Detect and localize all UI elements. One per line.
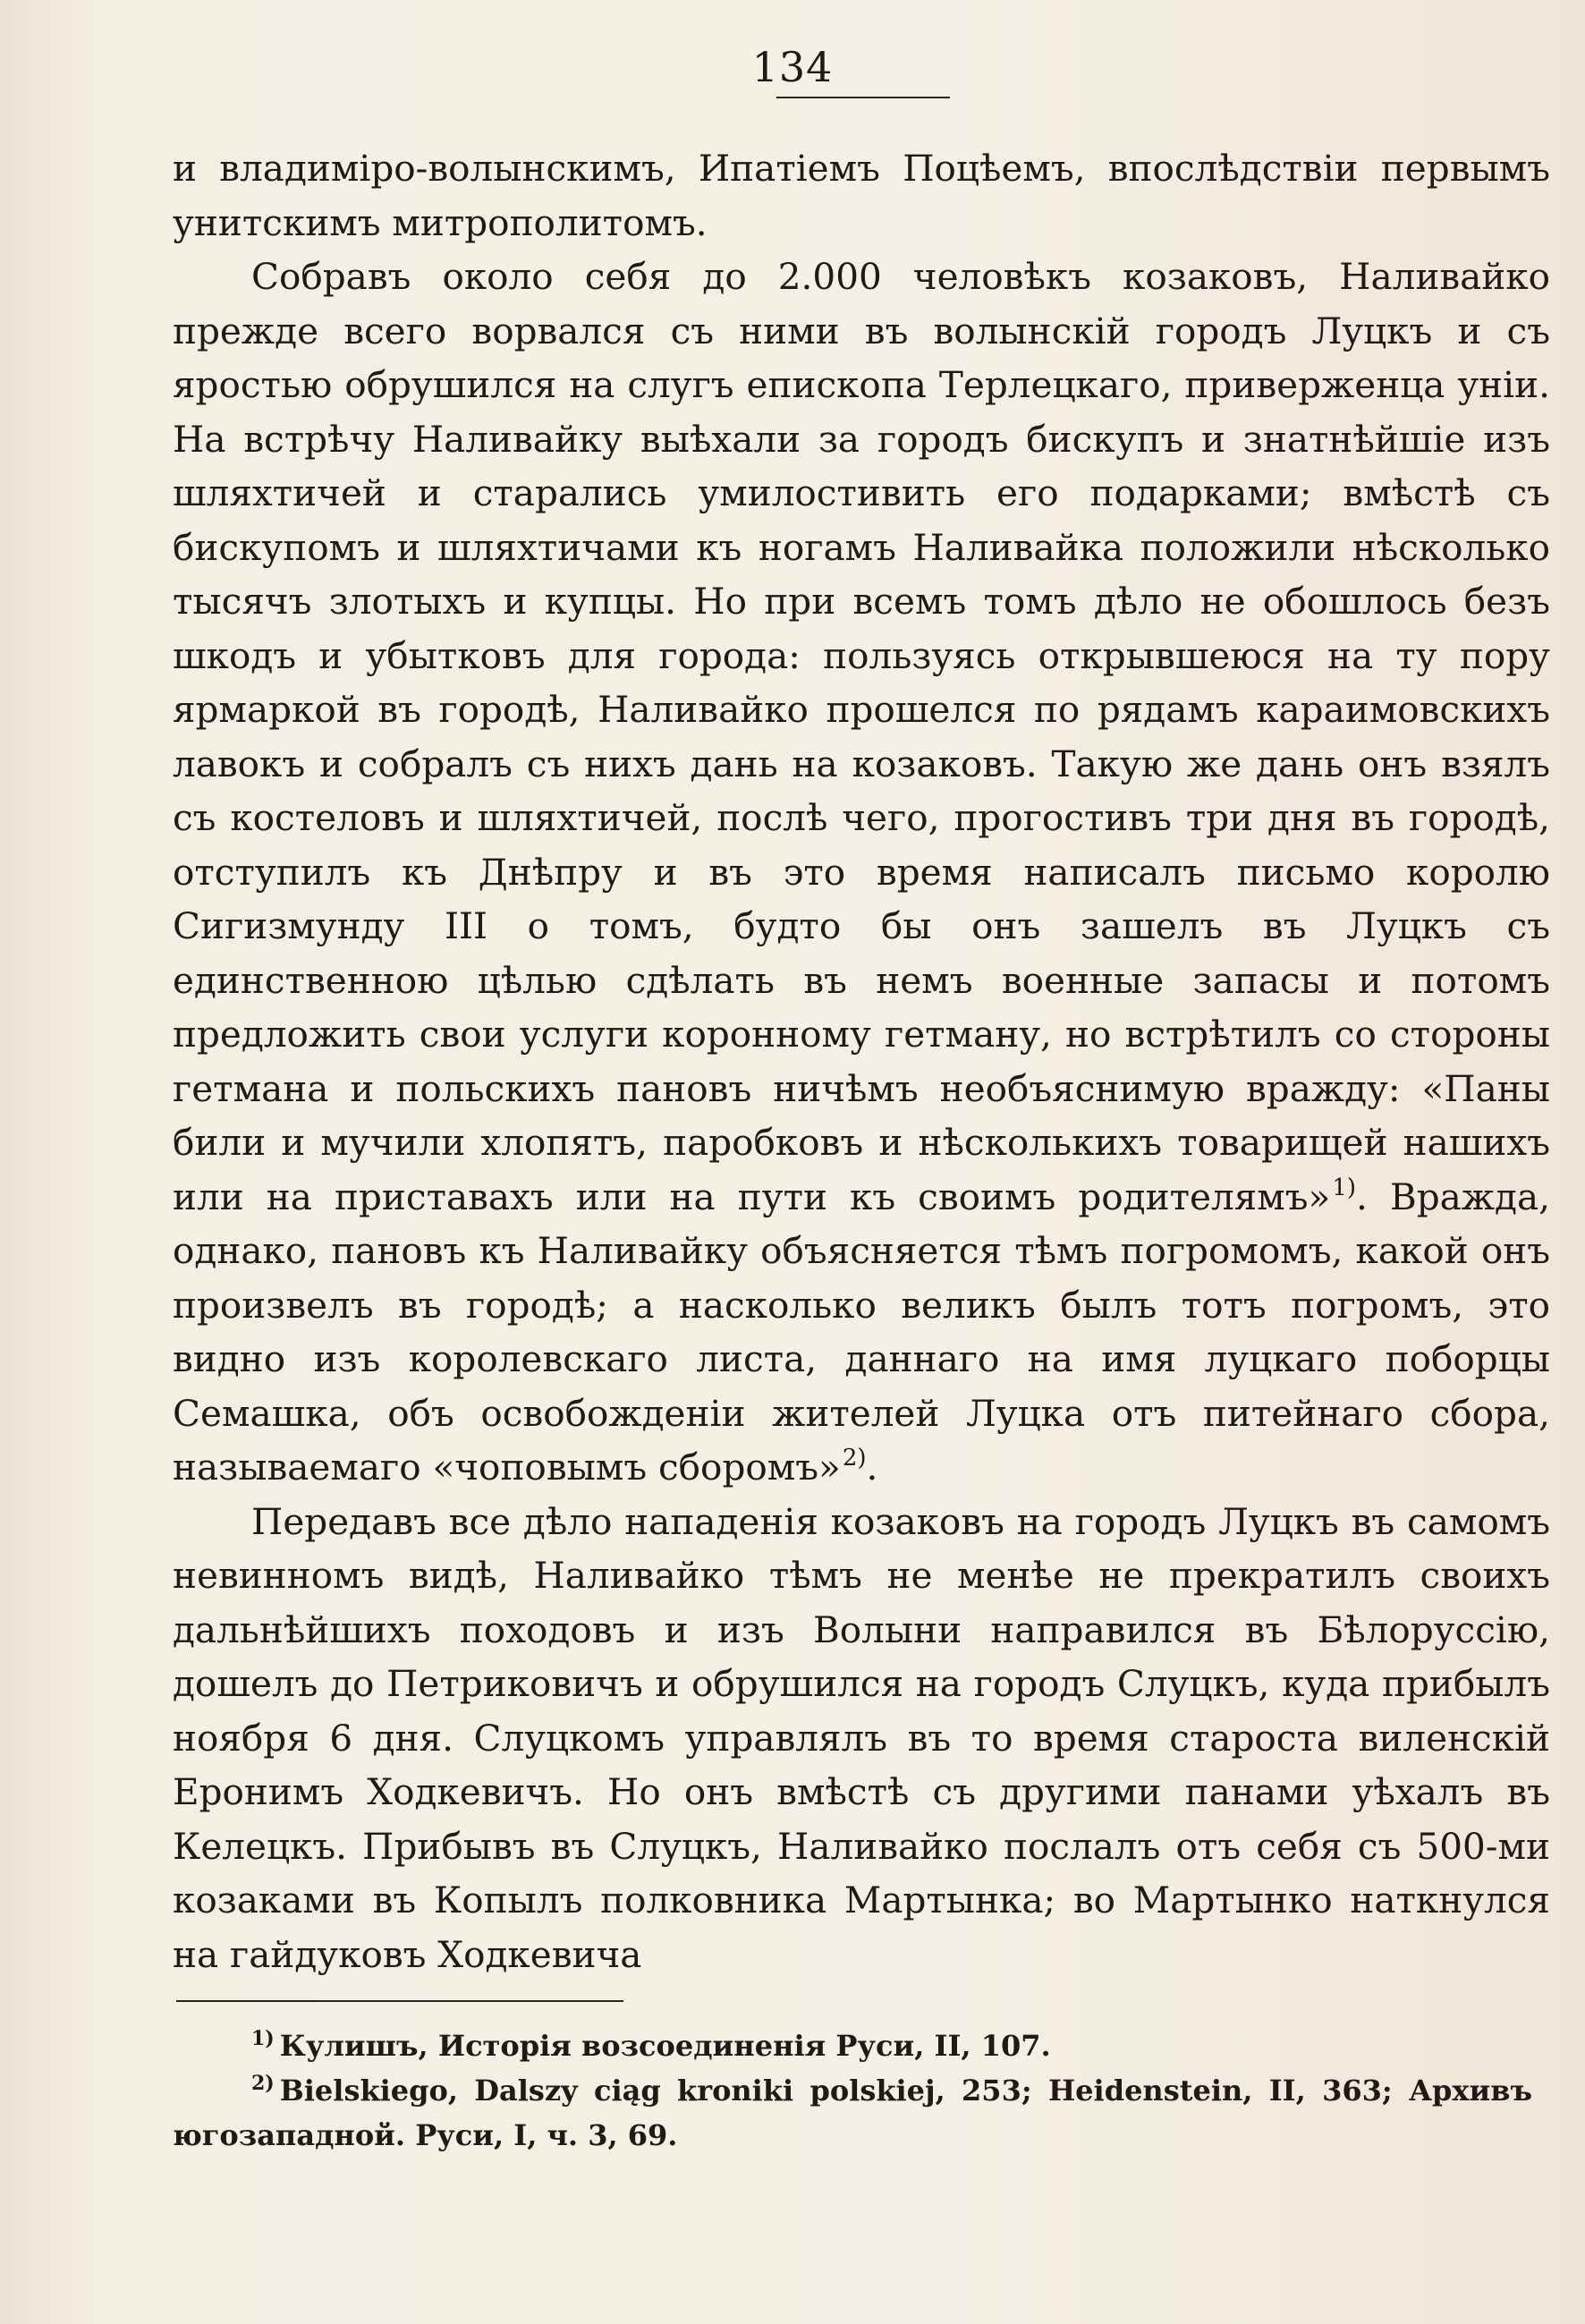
footnote-text: Кулишъ, Исторія возсоединенія Руси, II, 107. (279, 2029, 1051, 2063)
footnote (173, 2023, 1532, 2068)
paragraph-text: и владиміро-волынскимъ, Ипатіемъ Поцѣемъ, впослѣдствіи первымъ унитскимъ митрополитомъ. (173, 147, 1550, 244)
footnote-number: 1) (251, 2027, 275, 2050)
footnote-ref: 2) (842, 1445, 867, 1472)
page-number: 134 (751, 43, 834, 91)
footnote-number: 2) (251, 2072, 275, 2095)
footnote-ref: 1) (1332, 1174, 1356, 1201)
paragraph (173, 141, 1550, 250)
paragraph-text: . Вражда, однако, пановъ къ Наливайку объясняется тѣмъ погромомъ, какой онъ произвелъ въ городѣ; а насколько великъ былъ тотъ погромъ, это видно изъ королевскаго листа, даннаго на имя луцкаго поборцы Семашка, объ освобожденіи жителей Луцка отъ питейнаго сбора, называемаго «чоповымъ сборомъ» (173, 1175, 1550, 1489)
footnote (173, 2068, 1532, 2158)
paragraph-text: Собравъ около себя до 2.000 человѣкъ козаковъ, Наливайко прежде всего ворвался съ ними въ волынскій городъ Луцкъ и съ яростью обрушился на слугъ епископа Терлецкаго, приверженца уніи. На встрѣчу Наливайку выѣхали за городъ бискупъ и знатнѣйшіе изъ шляхтичей и старались умилостивить его подарками; вмѣстѣ съ бискупомъ и шляхтичами къ ногамъ Наливайка положили нѣсколько тысячъ злотыхъ и купцы. Но при всемъ томъ дѣло не обошлось безъ шкодъ и убытковъ для города: пользуясь открывшеюся на ту пору ярмаркой въ городѣ, Наливайко прошелся по рядамъ караимовскихъ лавокъ и собралъ съ нихъ дань на козаковъ. Такую же дань онъ взялъ съ костеловъ и шляхтичей, послѣ чего, прогостивъ три дня въ городѣ, отступилъ къ Днѣпру и въ это время написалъ письмо королю Сигизмунду III о томъ, будто бы онъ зашелъ въ Луцкъ съ единственною цѣлью сдѣлать въ немъ военные запасы и потомъ предложить свои услуги коронному гетману, но встрѣтилъ со стороны гетмана и польскихъ пановъ ничѣмъ необъяснимую вражду: «Паны били и мучили хлопятъ, паробковъ и нѣсколькихъ товарищей нашихъ или на приставахъ или на пути къ своимъ родителямъ» (173, 255, 1550, 1218)
footnotes (173, 2023, 1532, 2158)
footnote-text: Bielskiego, Dalszy ciąg kroniki polskiej, 253; Heidenstein, II, 363; Архивъ югозападной. Руси, I, ч. 3, 69. (173, 2074, 1532, 2152)
paragraph (173, 1495, 1550, 1982)
page-number-rule (776, 97, 950, 98)
paragraph (173, 250, 1550, 1495)
footnote-rule (176, 2000, 623, 2002)
paragraph-text: . (866, 1446, 878, 1489)
paragraph-text: Передавъ все дѣло нападенія козаковъ на городъ Луцкъ въ самомъ невинномъ видѣ, Наливайко тѣмъ не менѣе не прекратилъ своихъ дальнѣйшихъ походовъ и изъ Волыни направился въ Бѣлоруссію, дошелъ до Петриковичъ и обрушился на городъ Слуцкъ, куда прибылъ ноября 6 дня. Слуцкомъ управлялъ въ то время староста виленскій Еронимъ Ходкевичъ. Но онъ вмѣстѣ съ другими панами уѣхалъ въ Келецкъ. Прибывъ въ Слуцкъ, Наливайко послалъ отъ себя съ 500-ми козаками въ Копылъ полковника Мартынка; во Мартынко наткнулся на гайдуковъ Ходкевича (173, 1499, 1550, 1976)
body-text (173, 141, 1550, 1981)
